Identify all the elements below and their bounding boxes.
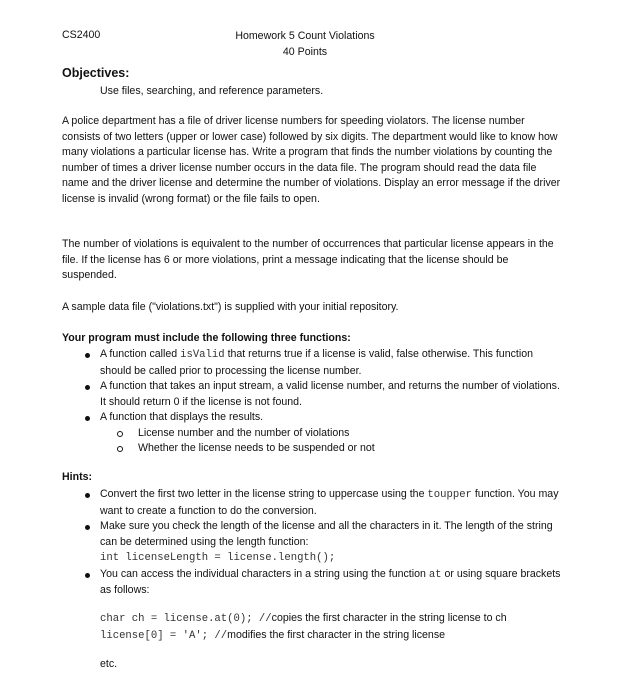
bullet-icon [85,353,90,358]
points-line: 40 Points [282,46,328,58]
sample-file-paragraph: A sample data file ("violations.txt") is supplied with your initial repository. [62,301,399,313]
title-line: Homework 5 Count Violations [235,30,375,42]
list-item: A function that displays the results. License number and the number of violations Whether the license needs to be suspended or not [62,410,562,457]
sub-list [100,426,562,457]
circle-bullet-icon [117,431,123,437]
sub-list-item: Whether the license needs to be suspended or not [100,441,562,457]
circle-bullet-icon [117,446,123,452]
code-line: char ch = license.at(0); //copies the first character in the string license to ch [100,612,507,625]
bullet-icon [85,525,90,530]
violations-paragraph: The number of violations is equivalent to the number of occurrences that particular license appears in the file. If the license has 6 or more violations, print a message indicating that the license should be suspended. [62,238,554,281]
bullet-icon [85,493,90,498]
objectives-heading: Objectives: [62,66,130,80]
code-line: license[0] = 'A'; //modifies the first character in the string license [100,628,446,642]
course-code: CS2400 [62,29,101,41]
sub-list-item: License number and the number of violations [100,426,562,442]
bullet-icon [85,416,90,421]
bullet-icon [85,385,90,390]
bullet-icon [85,573,90,578]
objectives-text: Use files, searching, and reference parameters. [100,85,324,97]
code-example [100,611,507,644]
hints-heading: Hints: [62,471,93,483]
etc-text: etc. [100,658,118,670]
code-length: int licenseLength = license.length(); [100,552,336,564]
code-isvalid: isValid [180,349,225,361]
assignment-title [200,28,410,60]
requirements-list [62,347,562,457]
list-item: You can access the individual characters in a string using the function at or using square brackets as follows: [62,567,562,599]
description-paragraph: A police department has a file of driver license numbers for speeding violators. The license number consists of two letters (upper or lower case) followed by six digits. The department would like to know how many violations a particular license has. Write a program that finds the number violations by counting the number of times a driver license number occurs in the data file. The program should read the data file name and the driver license and determine the number of violations. Display an error message if the driver license is invalid (wrong format) or the file fails to open. [62,115,561,205]
list-item: A function that takes an input stream, a valid license number, and returns the number of violations. It should return 0 if the license is not found. [62,379,562,410]
requirements-heading: Your program must include the following three functions: [62,332,351,344]
hints-list [62,487,562,599]
list-item: A function called isValid that returns true if a license is valid, false otherwise. This function should be called prior to processing the license number. [62,347,562,379]
list-item: Convert the first two letter in the license string to uppercase using the toupper function. You may want to create a function to do the conversion. [62,487,562,519]
list-item: Make sure you check the length of the license and all the characters in it. The length of the string can be determined using the length function: int licenseLength = license.length(); [62,519,562,567]
code-toupper: toupper [427,489,472,501]
code-at: at [428,568,442,581]
